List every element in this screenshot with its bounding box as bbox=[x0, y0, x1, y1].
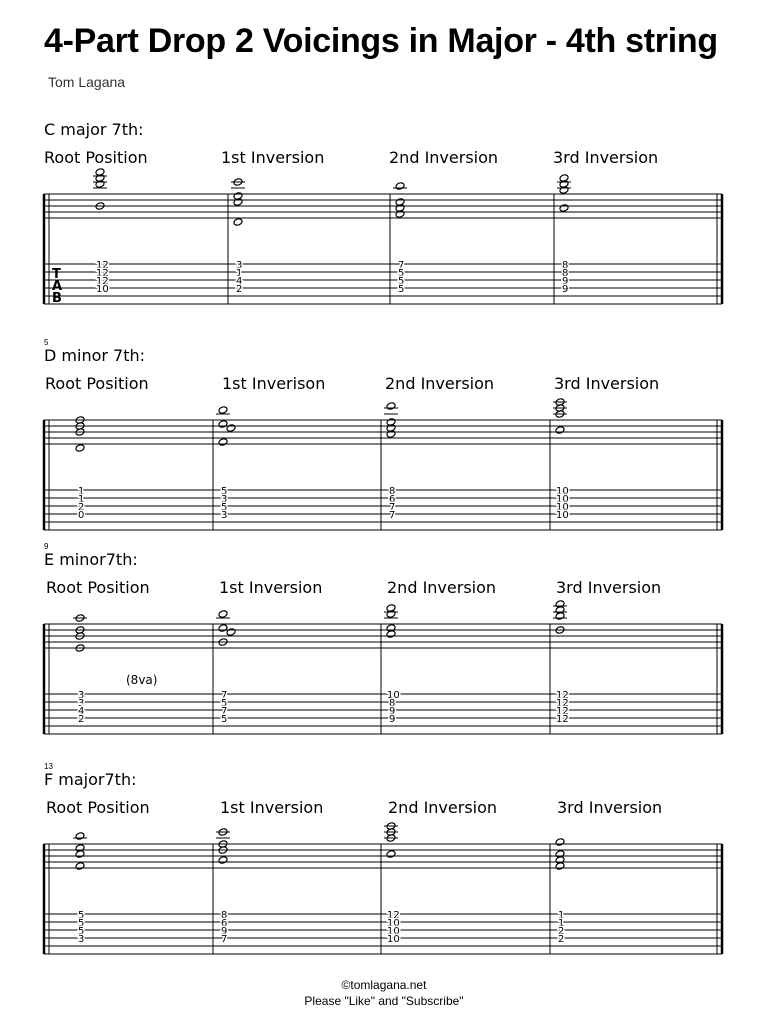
chord-name: F major7th: bbox=[44, 770, 137, 789]
note-head bbox=[386, 850, 396, 859]
inversion-label: 1st Inversion bbox=[220, 798, 324, 817]
tab-fret-number: 3 bbox=[221, 494, 228, 505]
tab-fret-number: 7 bbox=[389, 502, 396, 513]
inversion-label: Root Position bbox=[44, 148, 148, 167]
tab-fret-number: 4 bbox=[236, 276, 243, 287]
note-head bbox=[218, 438, 228, 447]
tab-clef-letter: B bbox=[52, 291, 62, 306]
note-head bbox=[75, 850, 85, 859]
note-head bbox=[555, 862, 565, 871]
tab-fret-number: 8 bbox=[221, 910, 228, 921]
measure-number: 9 bbox=[44, 542, 49, 551]
inversion-label: 1st Inversion bbox=[221, 148, 325, 167]
tab-fret-number: 1 bbox=[558, 918, 565, 929]
note-head bbox=[75, 832, 85, 841]
inversion-label: 2nd Inversion bbox=[385, 374, 495, 393]
tab-fret-number: 10 bbox=[556, 510, 569, 521]
note-head bbox=[218, 856, 228, 865]
tab-fret-number: 8 bbox=[389, 698, 396, 709]
footer-subscribe: Please "Like" and "Subscribe" bbox=[304, 994, 464, 1008]
author-name: Tom Lagana bbox=[48, 74, 126, 90]
tab-fret-number: 10 bbox=[387, 690, 400, 701]
tab-fret-number: 2 bbox=[78, 502, 85, 513]
tab-fret-number: 9 bbox=[562, 284, 569, 295]
note-head bbox=[226, 628, 236, 637]
tab-fret-number: 9 bbox=[389, 706, 396, 717]
tab-fret-number: 12 bbox=[96, 276, 109, 287]
tab-fret-number: 3 bbox=[78, 934, 85, 945]
inversion-label: 2nd Inversion bbox=[387, 578, 497, 597]
inversion-label: Root Position bbox=[45, 374, 149, 393]
staff-system bbox=[40, 608, 730, 748]
note-head bbox=[395, 210, 405, 219]
tab-fret-number: 1 bbox=[236, 268, 243, 279]
tab-fret-number: 3 bbox=[236, 260, 243, 271]
tab-fret-number: 12 bbox=[96, 268, 109, 279]
tab-clef-letter: A bbox=[52, 279, 63, 294]
tab-fret-number: 0 bbox=[78, 510, 85, 521]
tab-fret-number: 7 bbox=[389, 510, 396, 521]
measure-number: 13 bbox=[44, 762, 53, 771]
tab-fret-number: 1 bbox=[78, 486, 85, 497]
note-head bbox=[386, 630, 396, 639]
inversion-label: 3rd Inversion bbox=[557, 798, 663, 817]
tab-fret-number: 5 bbox=[398, 276, 405, 287]
staff-system bbox=[40, 828, 730, 968]
inversion-label: 3rd Inversion bbox=[554, 374, 660, 393]
tab-fret-number: 8 bbox=[562, 268, 569, 279]
note-head bbox=[559, 186, 569, 195]
inversion-label: 3rd Inversion bbox=[553, 148, 659, 167]
tab-fret-number: 10 bbox=[96, 284, 109, 295]
tab-clef-letter: T bbox=[52, 267, 61, 282]
inversion-label: 3rd Inversion bbox=[556, 578, 662, 597]
note-head bbox=[75, 444, 85, 453]
tab-fret-number: 9 bbox=[389, 714, 396, 725]
tab-fret-number: 10 bbox=[387, 934, 400, 945]
tab-fret-number: 5 bbox=[221, 698, 228, 709]
tab-fret-number: 3 bbox=[78, 698, 85, 709]
note-head bbox=[218, 406, 228, 415]
note-head bbox=[386, 610, 396, 619]
note-head bbox=[555, 612, 565, 621]
chord-name: D minor 7th: bbox=[44, 346, 146, 365]
tab-fret-number: 5 bbox=[221, 714, 228, 725]
tab-fret-number: 5 bbox=[221, 486, 228, 497]
inversion-label: 1st Inversion bbox=[219, 578, 323, 597]
staff-system bbox=[40, 178, 730, 318]
note-head bbox=[75, 862, 85, 871]
tab-fret-number: 5 bbox=[78, 926, 85, 937]
tab-fret-number: 10 bbox=[387, 926, 400, 937]
note-head bbox=[386, 430, 396, 439]
chord-name: C major 7th: bbox=[44, 120, 144, 139]
note-head bbox=[233, 218, 243, 227]
inversion-label: 2nd Inversion bbox=[388, 798, 498, 817]
tab-fret-number: 12 bbox=[387, 910, 400, 921]
note-head bbox=[233, 192, 243, 201]
tab-fret-number: 9 bbox=[562, 276, 569, 287]
tab-fret-number: 6 bbox=[221, 918, 228, 929]
tab-fret-number: 1 bbox=[558, 910, 565, 921]
tab-fret-number: 7 bbox=[398, 260, 405, 271]
note-head bbox=[386, 402, 396, 411]
note-head bbox=[226, 424, 236, 433]
tab-fret-number: 4 bbox=[78, 706, 85, 717]
tab-fret-number: 3 bbox=[78, 690, 85, 701]
tab-fret-number: 9 bbox=[221, 926, 228, 937]
tab-fret-number: 10 bbox=[556, 502, 569, 513]
tab-fret-number: 2 bbox=[236, 284, 243, 295]
note-head bbox=[395, 182, 405, 191]
tab-fret-number: 12 bbox=[96, 260, 109, 271]
tab-fret-number: 8 bbox=[389, 486, 396, 497]
octave-annotation: (8va) bbox=[126, 673, 158, 687]
tab-fret-number: 7 bbox=[221, 934, 228, 945]
note-head bbox=[218, 420, 228, 429]
tab-fret-number: 5 bbox=[78, 918, 85, 929]
note-head bbox=[555, 426, 565, 435]
tab-fret-number: 6 bbox=[389, 494, 396, 505]
tab-fret-number: 5 bbox=[398, 284, 405, 295]
tab-fret-number: 7 bbox=[221, 690, 228, 701]
inversion-label: Root Position bbox=[46, 798, 150, 817]
tab-fret-number: 8 bbox=[562, 260, 569, 271]
tab-fret-number: 2 bbox=[558, 926, 565, 937]
tab-fret-number: 10 bbox=[556, 494, 569, 505]
measure-number: 5 bbox=[44, 338, 49, 347]
tab-fret-number: 10 bbox=[387, 918, 400, 929]
tab-fret-number: 2 bbox=[78, 714, 85, 725]
tab-fret-number: 5 bbox=[398, 268, 405, 279]
tab-fret-number: 10 bbox=[556, 486, 569, 497]
page-title: 4-Part Drop 2 Voicings in Major - 4th string bbox=[44, 22, 718, 60]
tab-fret-number: 7 bbox=[221, 706, 228, 717]
inversion-label: Root Position bbox=[46, 578, 150, 597]
tab-fret-number: 3 bbox=[221, 510, 228, 521]
inversion-label: 2nd Inversion bbox=[389, 148, 499, 167]
tab-fret-number: 12 bbox=[556, 714, 569, 725]
note-head bbox=[555, 838, 565, 847]
tab-fret-number: 5 bbox=[221, 502, 228, 513]
note-head bbox=[218, 624, 228, 633]
footer-copyright: ©tomlagana.net bbox=[341, 978, 427, 992]
staff-system bbox=[40, 404, 730, 544]
chord-name: E minor7th: bbox=[44, 550, 138, 569]
inversion-label: 1st Inverison bbox=[222, 374, 326, 393]
tab-fret-number: 12 bbox=[556, 690, 569, 701]
note-head bbox=[95, 180, 105, 189]
tab-fret-number: 5 bbox=[78, 910, 85, 921]
tab-fret-number: 12 bbox=[556, 706, 569, 717]
tab-fret-number: 2 bbox=[558, 934, 565, 945]
note-head bbox=[218, 610, 228, 619]
tab-fret-number: 1 bbox=[78, 494, 85, 505]
note-head bbox=[559, 204, 569, 213]
tab-fret-number: 12 bbox=[556, 698, 569, 709]
